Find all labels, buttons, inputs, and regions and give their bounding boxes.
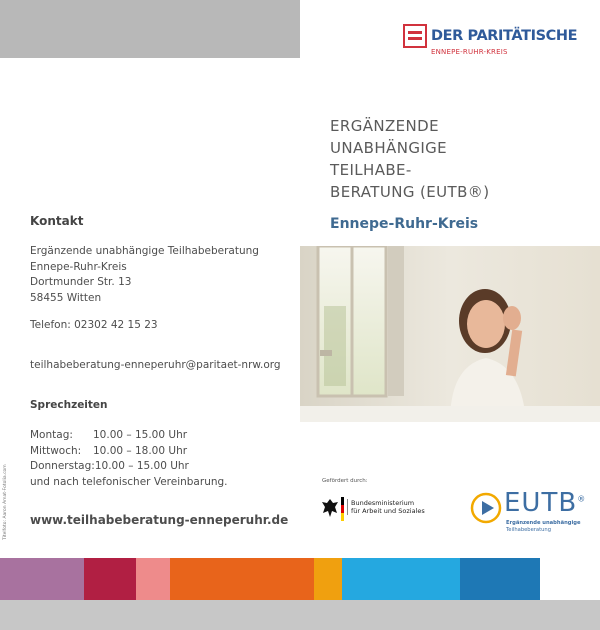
website-link[interactable]: www.teilhabeberatung-enneperuhr.de	[30, 513, 289, 527]
paritaetische-logo[interactable]	[403, 24, 578, 64]
title-line: ERGÄNZENDE	[330, 117, 440, 135]
header-gray-block	[0, 0, 300, 58]
color-stripe-bar	[0, 558, 600, 600]
address-line: Ennepe-Ruhr-Kreis	[30, 260, 127, 273]
title-line: UNABHÄNGIGE	[330, 139, 448, 157]
hours-row	[30, 428, 228, 444]
title-line: BERATUNG (EUTB®)	[330, 183, 490, 201]
stripe	[314, 558, 342, 600]
hours-day: Montag:	[30, 429, 73, 441]
funding-label: Gefördert durch:	[322, 478, 368, 484]
ministry-line: Bundesministerium	[351, 499, 415, 507]
federal-eagle-icon	[320, 497, 340, 519]
hours-note: und nach telefonischer Vereinbarung.	[30, 475, 228, 488]
stripe	[136, 558, 170, 600]
cover-photo	[300, 246, 600, 422]
contact-email[interactable]: teilhabeberatung-enneperuhr@paritaet-nrw.org	[30, 359, 281, 371]
eutb-subtitle: Ergänzende unabhängige Teilhabeberatung	[506, 520, 581, 533]
logo-region: ENNEPE-RUHR-KREIS	[431, 48, 508, 56]
main-title	[330, 115, 489, 203]
hours-day: Mittwoch:	[30, 444, 82, 457]
stripe	[342, 558, 460, 600]
hours-time: 10.00 – 15.00 Uhr	[93, 429, 188, 441]
ministry-line: für Arbeit und Soziales	[351, 507, 425, 515]
footer-gray-band	[0, 600, 600, 630]
woman-at-window-photo	[300, 246, 600, 422]
address-line: Ergänzende unabhängige Teilhabeberatung	[30, 245, 259, 257]
ministry-logo	[320, 495, 430, 525]
ministry-name	[347, 499, 425, 515]
office-hours	[30, 428, 228, 490]
hours-time: 10.00 – 18.00 Uhr	[93, 444, 188, 457]
contact-heading: Kontakt	[30, 214, 84, 228]
eutb-play-icon	[470, 492, 502, 524]
paritaet-logo-mark-icon	[403, 24, 427, 48]
contact-phone[interactable]: Telefon: 02302 42 15 23	[30, 319, 158, 331]
contact-address	[30, 244, 259, 306]
stripe	[84, 558, 136, 600]
german-flag-icon	[341, 497, 344, 521]
photo-credit: Titelfoto: Aaron Amat-Fotolia.com	[3, 464, 8, 540]
logo-name: DER PARITÄTISCHE	[431, 28, 578, 44]
office-hours-heading: Sprechzeiten	[30, 399, 108, 411]
stripe	[0, 558, 84, 600]
hours-row	[30, 444, 228, 460]
hours-row	[30, 459, 228, 475]
address-line: Dortmunder Str. 13	[30, 276, 132, 288]
region-subtitle: Ennepe-Ruhr-Kreis	[330, 216, 479, 232]
title-line: TEILHABE-	[330, 161, 412, 179]
stripe	[460, 558, 540, 600]
hours-time: 10.00 – 15.00 Uhr	[94, 460, 189, 472]
stripe	[170, 558, 314, 600]
eutb-wordmark: EUTB®	[504, 488, 587, 518]
address-line: 58455 Witten	[30, 291, 102, 304]
eutb-logo	[470, 488, 587, 538]
hours-day: Donnerstag:	[30, 460, 95, 472]
